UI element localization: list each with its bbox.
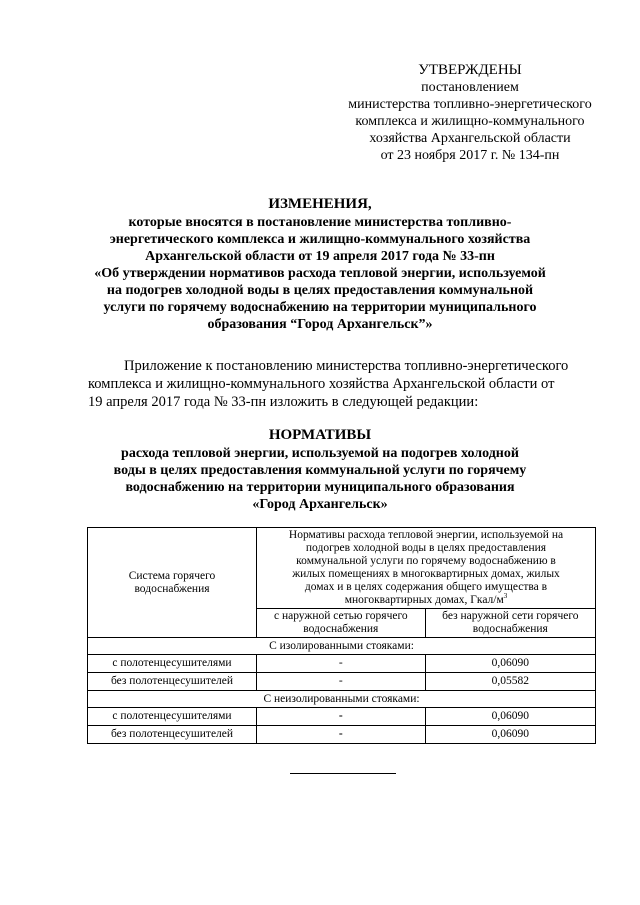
header-system: Система горячего водоснабжения xyxy=(88,528,257,638)
changes-line: которые вносятся в постановление министерства топливно- xyxy=(128,215,512,230)
table-header-row xyxy=(88,528,596,609)
changes-heading: ИЗМЕНЕНИЯ, xyxy=(268,196,372,212)
approval-line: постановлением xyxy=(421,80,519,95)
end-rule xyxy=(290,773,396,774)
approval-stamp xyxy=(320,62,620,164)
subheader-with-net: с наружной сетью горячего водоснабжения xyxy=(257,609,426,638)
table-row: без полотенцесушителей - 0,05582 xyxy=(88,673,596,691)
changes-line: «Об утверждении нормативов расхода тепловой энергии, используемой xyxy=(94,266,546,281)
intro-paragraph xyxy=(88,357,596,411)
table-row: с полотенцесушителями - 0,06090 xyxy=(88,708,596,726)
header-norms: Нормативы расхода тепловой энергии, используемой на подогрев холодной воды в целях предоставления коммунальной услуги по горячему водоснабжению в жилых помещениях в многоквартирных домах, жилых домах и в целях содержания общего имущества в многоквартирных домах, Гкал/$м^3$ xyxy=(257,528,596,609)
norms-line: воды в целях предоставления коммунальной услуги по горячему xyxy=(113,463,527,478)
changes-line: энергетического комплекса и жилищно-коммунального хозяйства xyxy=(109,232,531,247)
norms-line: расхода тепловой энергии, используемой на подогрев холодной xyxy=(121,446,519,461)
approval-line: комплекса и жилищно-коммунального xyxy=(355,114,585,129)
approval-line: министерства топливно-энергетического xyxy=(348,97,592,112)
intro-line: комплекса и жилищно-коммунального хозяйства Архангельской области от xyxy=(88,376,555,392)
changes-line: образования “Город Архангельск”» xyxy=(207,317,433,332)
table-row: с полотенцесушителями - 0,06090 xyxy=(88,655,596,673)
changes-line: на подогрев холодной воды в целях предоставления коммунальной xyxy=(106,283,534,298)
norms-heading: НОРМАТИВЫ xyxy=(268,427,372,443)
approval-line: хозяйства Архангельской области xyxy=(369,131,571,146)
norms-line: водоснабжению на территории муниципального образования xyxy=(125,480,515,495)
norms-title-block xyxy=(78,427,562,513)
approval-line: от 23 ноября 2017 г. № 134-пн xyxy=(380,148,560,163)
subheader-without-net: без наружной сети горячего водоснабжения xyxy=(425,609,595,638)
intro-line: 19 апреля 2017 года № 33-пн изложить в следующей редакции: xyxy=(88,394,479,410)
norms-table xyxy=(87,527,596,744)
intro-line: Приложение к постановлению министерства топливно-энергетического xyxy=(124,358,569,374)
norms-line: «Город Архангельск» xyxy=(252,497,388,512)
table-row: без полотенцесушителей - 0,06090 xyxy=(88,726,596,744)
changes-line: услуги по горячему водоснабжению на территории муниципального xyxy=(103,300,537,315)
section-row: С неизолированными стояками: xyxy=(88,691,596,708)
changes-line: Архангельской области от 19 апреля 2017 года № 33-пн xyxy=(145,249,495,264)
changes-title-block xyxy=(78,196,562,333)
approval-heading: УТВЕРЖДЕНЫ xyxy=(418,62,522,78)
section-row: С изолированными стояками: xyxy=(88,638,596,655)
